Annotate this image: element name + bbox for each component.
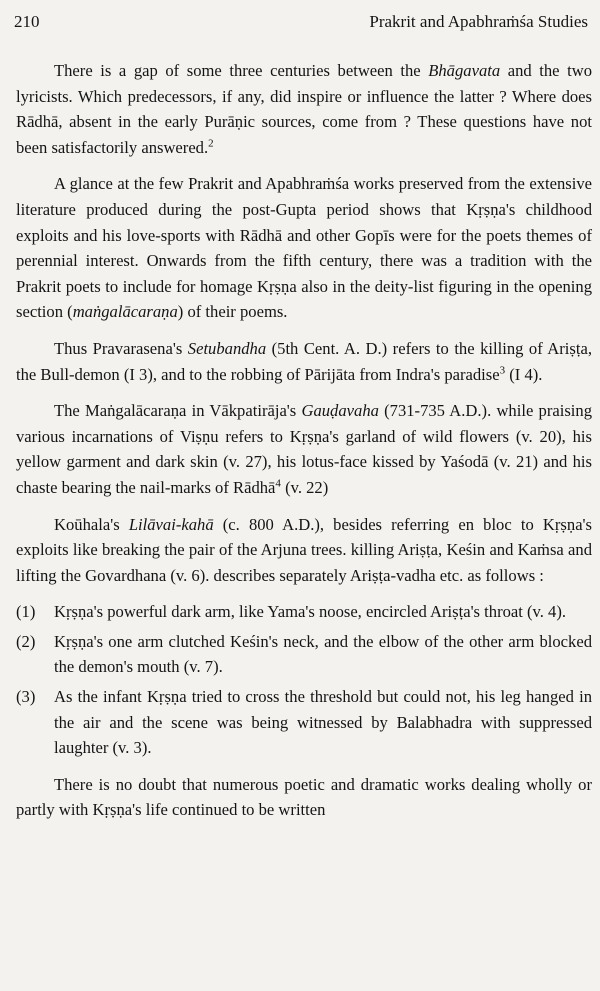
- list-number: (3): [16, 687, 36, 707]
- italic-title: Gauḍavaha: [301, 401, 379, 421]
- page-header: [14, 12, 588, 36]
- numbered-list: [16, 599, 592, 761]
- list-item: [16, 629, 592, 680]
- text-span: Thus Pravarasena's: [54, 338, 188, 358]
- text-span: Koūhala's: [54, 514, 129, 534]
- text-span: There is a gap of some three centuries between the: [54, 61, 429, 80]
- text-span: ) of their poems.: [177, 302, 288, 322]
- text-span: The Maṅgalācaraṇa in Vākpatirāja's: [54, 401, 302, 421]
- text-span: (v. 22): [280, 477, 329, 497]
- list-number: (1): [16, 602, 36, 622]
- italic-title: Bhāgavata: [428, 61, 501, 80]
- text-span: (731-735 A.D.). while praising various incarnations of Viṣṇu refers to Kṛṣṇa's garland of wild flowers (v. 20), his yellow garment and dark skin (v. 27), his lotus-face kissed by Yaśodā (v. 21) and his chaste bearing the nail-marks of Rādhā: [16, 401, 592, 497]
- page-body: [16, 58, 592, 834]
- running-title: Prakrit and Apabhraṁśa Studies: [369, 12, 588, 31]
- paragraph-3: [16, 336, 592, 387]
- text-span: A glance at the few Prakrit and Apabhraṁśa works preserved from the extensive literature produced during the post-Gupta period shows that Kṛṣṇa's childhood exploits and his love-sports with Rādhā and other Gopīs were for the poets themes of perennial interest. Onwards from the fifth century, there was a tradition with the Prakrit poets to include for homage Kṛṣṇa also in the deity-list figuring in the opening section (: [16, 174, 592, 322]
- list-number: (2): [16, 631, 36, 651]
- page-number: 210: [14, 12, 40, 31]
- text-span: (I 4).: [505, 364, 543, 384]
- paragraph-6: [16, 772, 592, 823]
- text-span: (5th Cent. A. D.) refers to the killing of Ariṣṭa, the Bull-demon (I 3), and to the robbing of Pārijāta from Indra's paradise: [16, 338, 592, 384]
- italic-title: Lilāvai-kahā: [128, 514, 214, 534]
- footnote-ref: 4: [275, 477, 281, 490]
- paragraph-1: [16, 58, 592, 160]
- footnote-ref: 2: [208, 137, 214, 150]
- footnote-ref: 3: [499, 364, 506, 376]
- paragraph-5: [16, 512, 592, 589]
- paragraph-2: [16, 171, 592, 325]
- paragraph-4: [16, 398, 592, 500]
- list-item: [16, 684, 592, 761]
- list-text: As the infant Kṛṣṇa tried to cross the threshold but could not, his leg hanged in the air and the scene was being witnessed by Balabhadra with suppressed laughter (v. 3).: [54, 687, 592, 758]
- list-text: Kṛṣṇa's one arm clutched Keśin's neck, and the elbow of the other arm blocked the demon's mouth (v. 7).: [54, 631, 592, 677]
- text-span: and the two lyricists. Which predecessors, if any, did inspire or influence the latter ? Where does Rādhā, absent in the early Purāṇic sources, come from ? These questions have not been satisfactorily answered.: [16, 61, 592, 157]
- text-span: There is no doubt that numerous poetic and dramatic works dealing wholly or partly with Kṛṣṇa's life continued to be written: [16, 774, 592, 820]
- italic-term: maṅgalācaraṇa: [72, 302, 178, 322]
- italic-title: Setubandha: [187, 338, 267, 358]
- list-item: [16, 599, 592, 625]
- list-text: Kṛṣṇa's powerful dark arm, like Yama's noose, encircled Ariṣṭa's throat (v. 4).: [54, 602, 567, 622]
- text-span: (c. 800 A.D.), besides referring en bloc to Kṛṣṇa's exploits like breaking the pair of the Arjuna trees. killing Ariṣṭa, Keśin and Kaṁsa and lifting the Govardhana (v. 6). describes separately Ariṣṭa-vadha etc. as follows :: [16, 514, 593, 585]
